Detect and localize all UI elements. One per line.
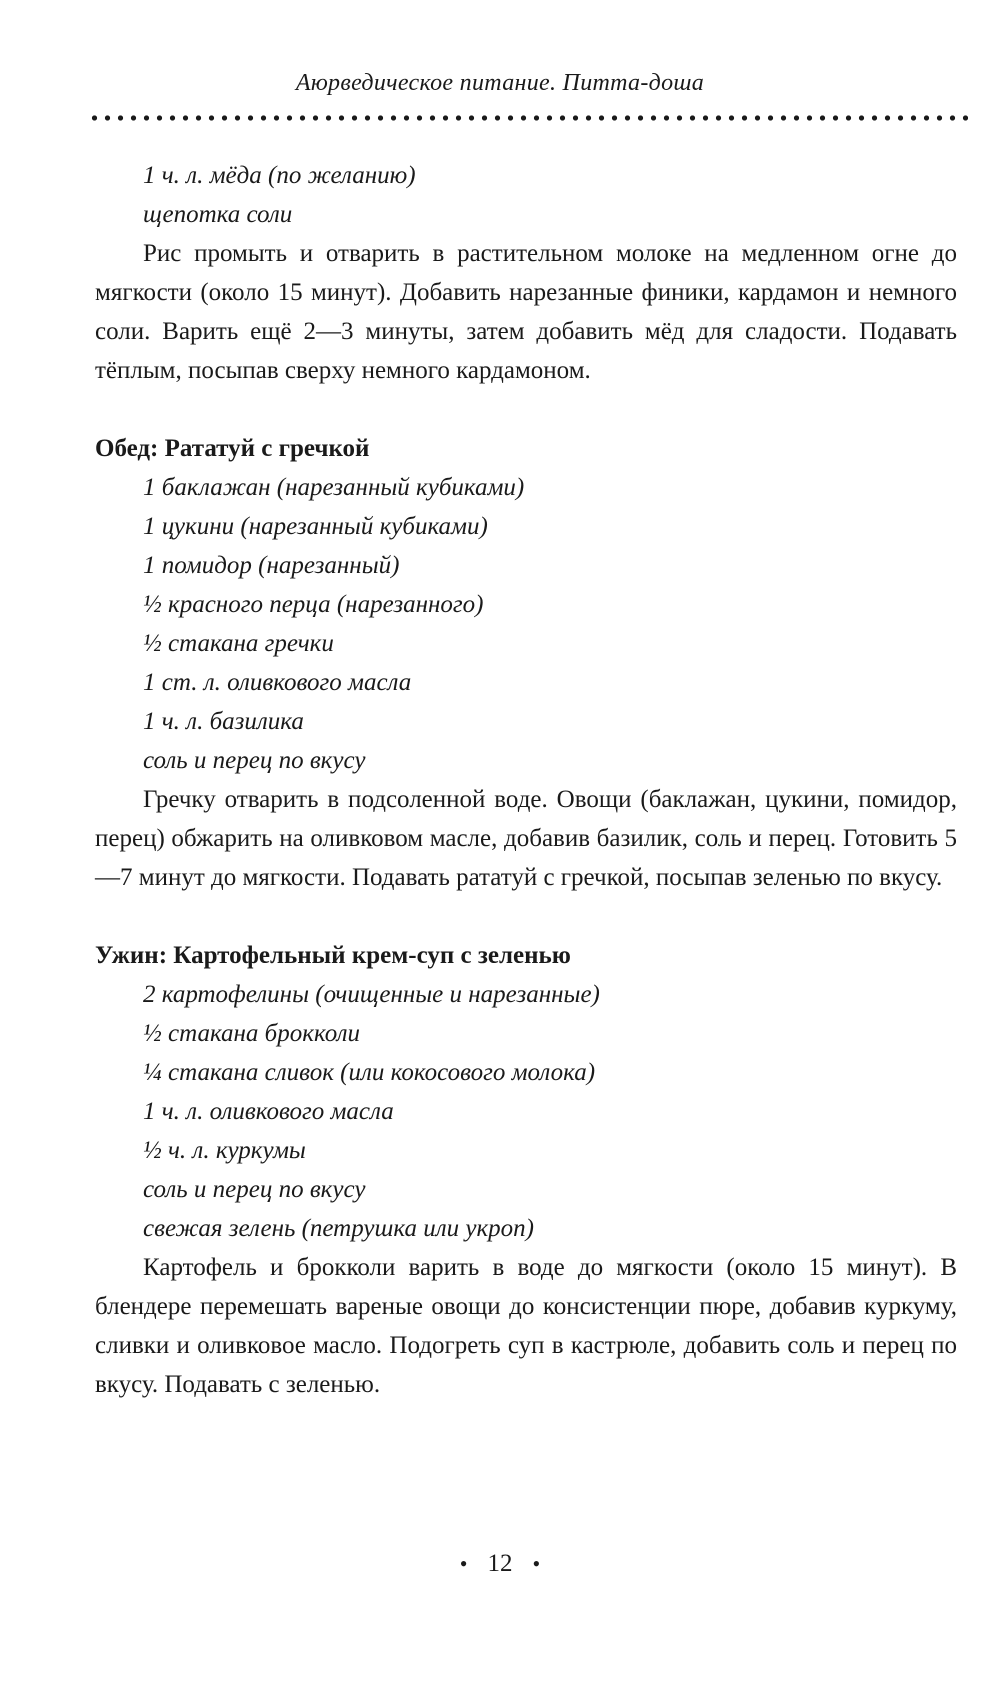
section-gap — [95, 390, 957, 429]
ingredient-item: 1 ч. л. оливкового масла — [143, 1098, 394, 1125]
recipe-instructions: Рис промыть и отварить в растительном молоке на медленном огне до мягкости (около 15 минут). Добавить нарезанные финики, кардамон и немного соли. Варить ещё 2—3 минуты, затем добавить мёд для сладости. Подавать тёплым, посыпав сверху немного кардамоном. — [95, 240, 957, 384]
ingredient-item: соль и перец по вкусу — [143, 747, 366, 774]
ingredient-item: ½ ч. л. куркумы — [143, 1137, 306, 1164]
ingredient-item: ¼ стакана сливок (или кокосового молока) — [143, 1059, 596, 1086]
ingredient-item: 1 ч. л. мёда (по желанию) — [143, 162, 416, 189]
ingredient-item: 1 баклажан (нарезанный кубиками) — [143, 474, 525, 501]
ingredient-item: 1 помидор (нарезанный) — [143, 552, 400, 579]
page-number: 12 — [487, 1550, 513, 1577]
ingredient-item: 1 цукини (нарезанный кубиками) — [143, 513, 488, 540]
ingredient-item: свежая зелень (петрушка или укроп) — [143, 1215, 534, 1242]
page-body — [95, 156, 957, 1404]
ingredient-item: 2 картофелины (очищенные и нарезанные) — [143, 981, 600, 1008]
recipe-instructions: Картофель и брокколи варить в воде до мягкости (около 15 минут). В блендере перемешать вареные овощи до консистенции пюре, добавив куркуму, сливки и оливковое масло. Подогреть суп в кастрюле, добавить соль и перец по вкусу. Подавать с зеленью. — [95, 1254, 957, 1398]
ingredient-item: 1 ст. л. оливкового масла — [143, 669, 412, 696]
ingredient-item: ½ стакана гречки — [143, 630, 334, 657]
recipe-instructions: Гречку отварить в подсоленной воде. Овощи (баклажан, цукини, помидор, перец) обжарить на оливковом масле, добавив базилик, соль и перец. Готовить 5—7 минут до мягкости. Подавать рататуй с гречкой, посыпав зеленью по вкусу. — [95, 786, 957, 891]
ingredient-item: ½ красного перца (нарезанного) — [143, 591, 484, 618]
ingredient-item: щепотка соли — [143, 201, 293, 228]
dotted-rule — [88, 113, 968, 123]
running-head: Аюрведическое питание. Питта-доша — [295, 70, 705, 96]
ingredient-item: ½ стакана брокколи — [143, 1020, 360, 1047]
section-gap — [95, 897, 957, 936]
ingredient-item: 1 ч. л. базилика — [143, 708, 304, 735]
recipe-title: Обед: Рататуй с гречкой — [95, 435, 370, 462]
page-number-footer — [0, 1550, 1000, 1578]
ingredient-item: соль и перец по вкусу — [143, 1176, 366, 1203]
bullet-icon: • — [459, 1551, 468, 1576]
recipe-title: Ужин: Картофельный крем-суп с зеленью — [95, 942, 571, 969]
bullet-icon: • — [532, 1551, 541, 1576]
